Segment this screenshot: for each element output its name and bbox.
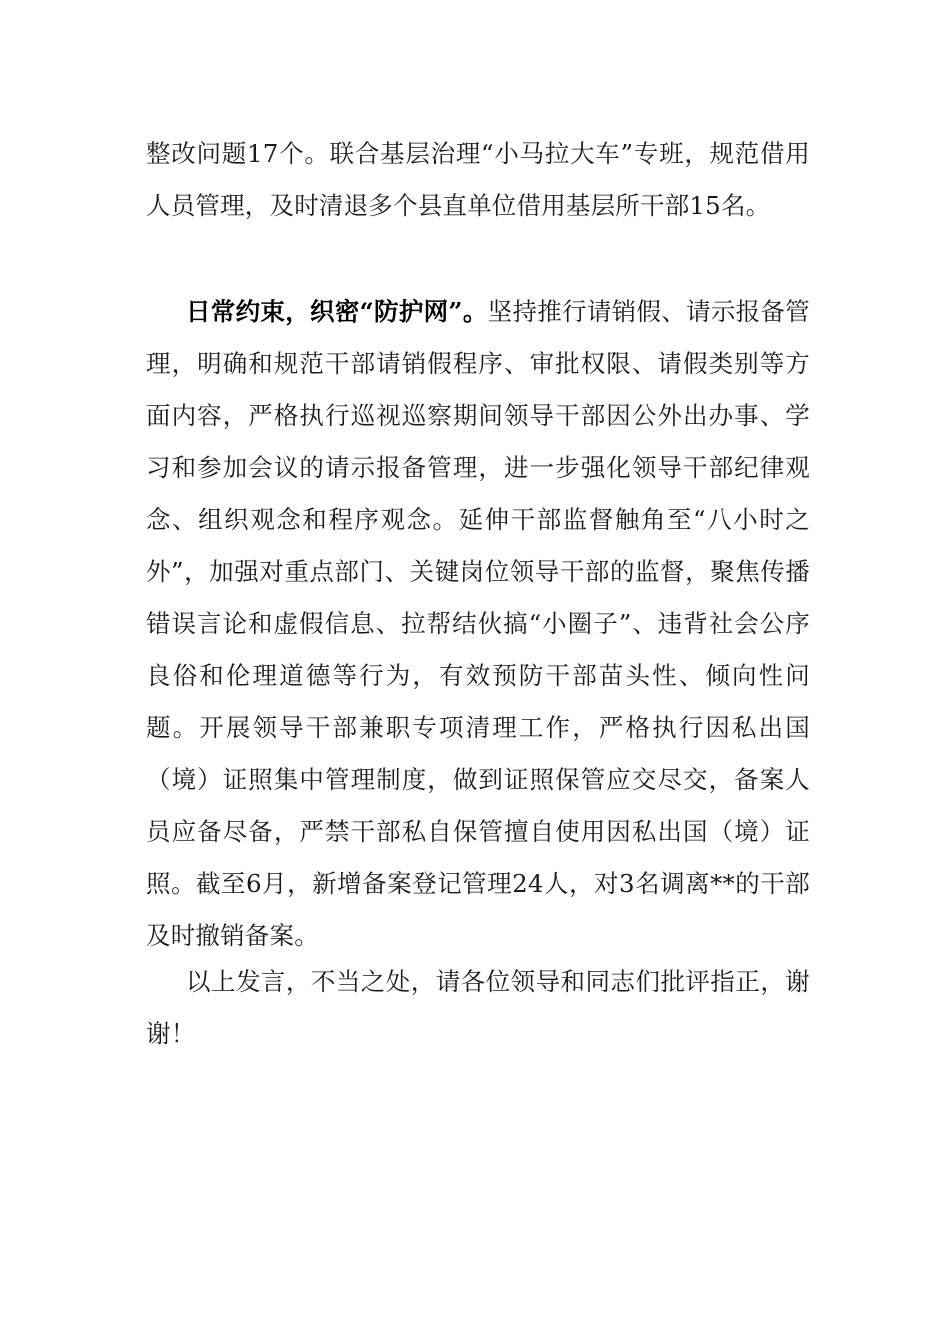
paragraph-continuation: 整改问题17个。联合基层治理“小马拉大车”专班，规范借用人员管理，及时清退多个县直单位借用基层所干部15名。 bbox=[146, 139, 810, 220]
closing-remarks: 以上发言，不当之处，请各位领导和同志们批评指正，谢谢！ bbox=[146, 967, 810, 1048]
paragraph-body-text: 坚持推行请销假、请示报备管理，明确和规范干部请销假程序、审批权限、请假类别等方面内容，严格执行巡视巡察期间领导干部因公外出办事、学习和参加会议的请示报备管理，进一步强化领导干部纪律观念、组织观念和程序观念。延伸干部监督触角至“八小时之外”，加强对重点部门、关键岗位领导干部的监督，聚焦传播错误言论和虚假信息、拉帮结伙搞“小圈子”、违背社会公序良俗和伦理道德等行为，有效预防干部苗头性、倾向性问题。开展领导干部兼职专项清理工作，严格执行因私出国（境）证照集中管理制度，做到证照保管应交尽交，备案人员应备尽备，严禁干部私自保管擅自使用因私出国（境）证照。截至6月，新增备案登记管理24人，对3名调离**的干部及时撤销备案。 bbox=[146, 297, 810, 950]
paragraph-daily-constraints bbox=[146, 286, 810, 962]
paragraph-lead-heading: 日常约束，织密“防护网”。 bbox=[186, 297, 488, 326]
